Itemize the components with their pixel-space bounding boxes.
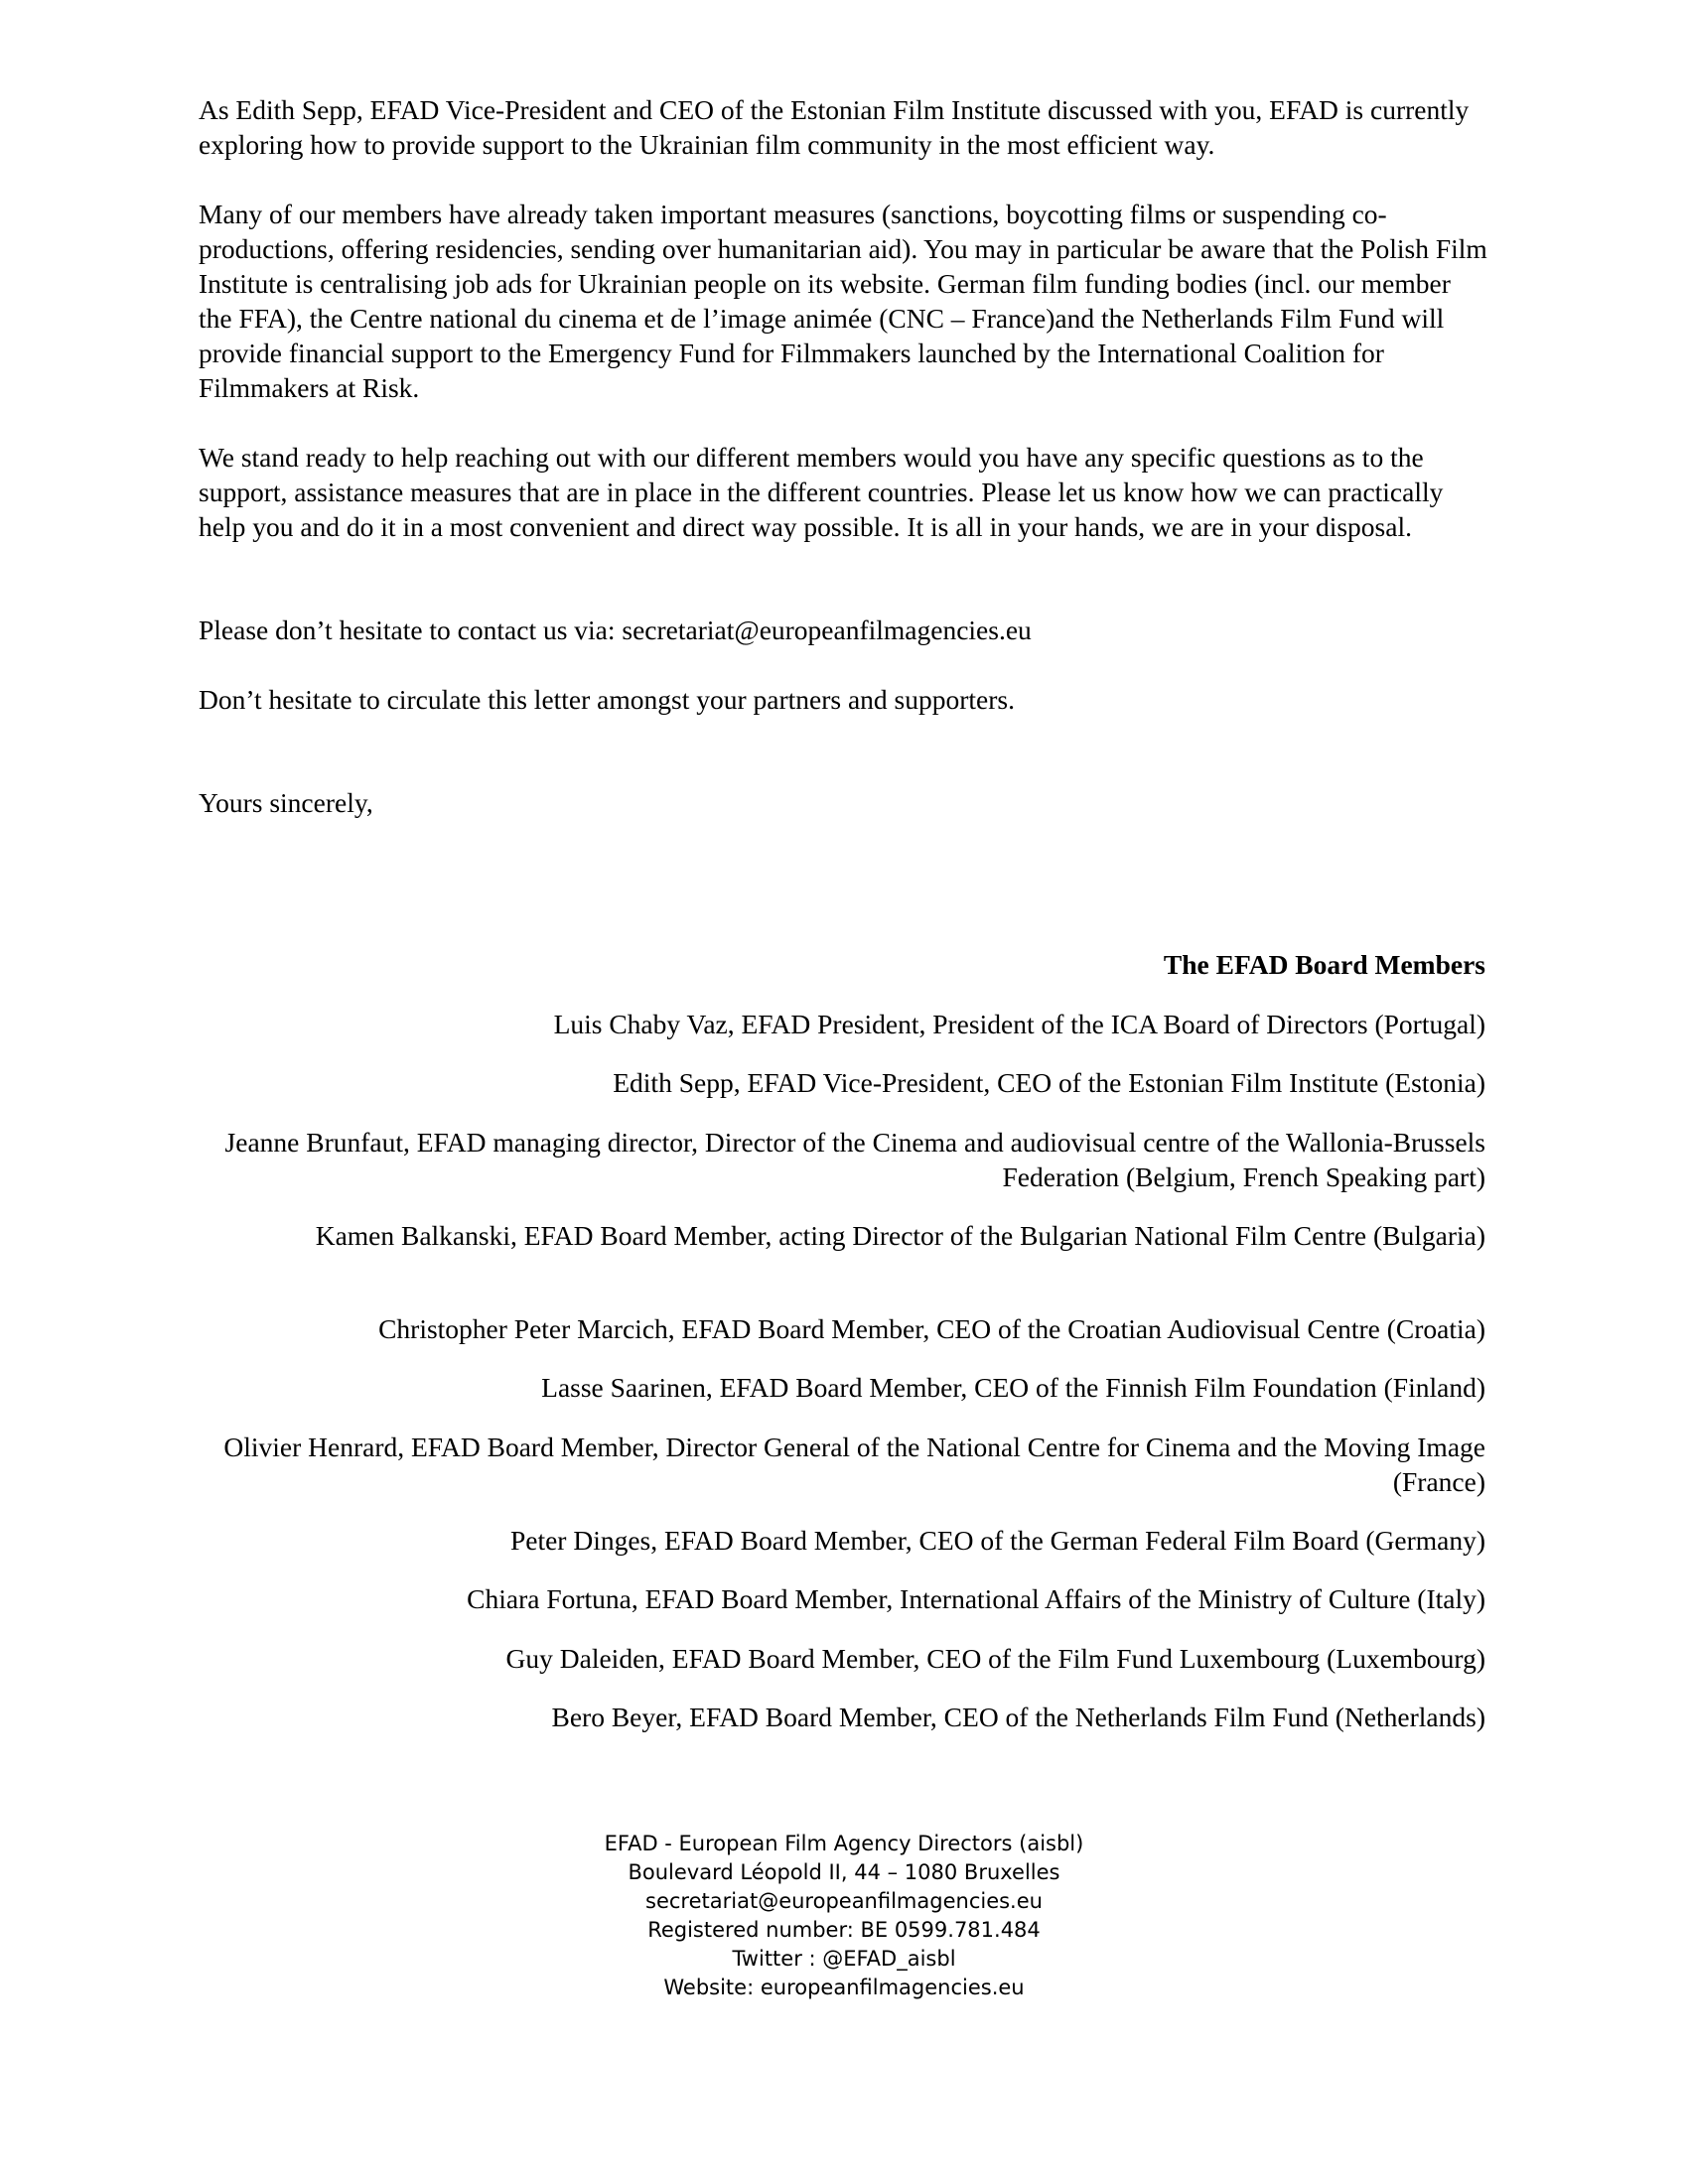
board-member: Bero Beyer, EFAD Board Member, CEO of the Netherlands Film Fund (Netherlands) (551, 1702, 1485, 1732)
paragraph-contact (199, 613, 1489, 647)
paragraph-text: We stand ready to help reaching out with our different members would you have any specific questions as to the support, assistance measures that are in place in the different countries. Please let us know how we can practically help you and do it in a most convenient and direct way possible. It is all in your hands, we are in your disposal. (199, 442, 1444, 542)
footer-email: secretariat@europeanfilmagencies.eu (645, 1889, 1043, 1913)
paragraph-ready-to-help (199, 440, 1489, 544)
board-member: Jeanne Brunfaut, EFAD managing director, Director of the Cinema and audiovisual centre of the Wallonia-Brussels Federation (Belgium, French Speaking part) (224, 1127, 1485, 1192)
paragraph-text: Don’t hesitate to circulate this letter amongst your partners and supporters. (199, 684, 1015, 715)
paragraph-text: As Edith Sepp, EFAD Vice-President and CEO of the Estonian Film Institute discussed with you, EFAD is currently exploring how to provide support to the Ukrainian film community in the most efficient way. (199, 94, 1470, 160)
paragraph-text: Please don’t hesitate to contact us via: secretariat@europeanfilmagencies.eu (199, 614, 1032, 645)
board-member: Christopher Peter Marcich, EFAD Board Member, CEO of the Croatian Audiovisual Centre (Croatia) (378, 1313, 1485, 1344)
paragraph-efad-support (199, 92, 1489, 162)
closing-salutation: Yours sincerely, (199, 787, 373, 818)
footer-address: Boulevard Léopold II, 44 – 1080 Bruxelles (628, 1860, 1060, 1884)
paragraph-member-measures (199, 197, 1489, 405)
footer-twitter: Twitter : @EFAD_aisbl (732, 1947, 956, 1971)
board-member: Guy Daleiden, EFAD Board Member, CEO of the Film Fund Luxembourg (Luxembourg) (505, 1643, 1485, 1674)
paragraph-circulate (199, 682, 1489, 717)
board-member: Chiara Fortuna, EFAD Board Member, International Affairs of the Ministry of Culture (Italy) (467, 1583, 1485, 1614)
board-heading: The EFAD Board Members (1163, 949, 1485, 980)
footer-website: Website: europeanfilmagencies.eu (663, 1976, 1025, 1999)
board-member: Olivier Henrard, EFAD Board Member, Director General of the National Centre for Cinema and the Moving Image (France) (223, 1432, 1485, 1497)
board-member: Peter Dinges, EFAD Board Member, CEO of the German Federal Film Board (Germany) (509, 1525, 1485, 1556)
footer-organisation: EFAD - European Film Agency Directors (aisbl) (604, 1832, 1084, 1855)
board-member: Edith Sepp, EFAD Vice-President, CEO of the Estonian Film Institute (Estonia) (613, 1067, 1485, 1098)
board-member: Lasse Saarinen, EFAD Board Member, CEO of the Finnish Film Foundation (Finland) (541, 1372, 1485, 1403)
paragraph-text: Many of our members have already taken important measures (sanctions, boycotting films or suspending co-productions, offering residencies, sending over humanitarian aid). You may in particular be aware that the Polish Film Institute is centralising job ads for Ukrainian people on its website. German film funding bodies (incl. our member the FFA), the Centre national du cinema et de l’image animée (CNC – France)and the Netherlands Film Fund will provide financial support to the Emergency Fund for Filmmakers launched by the International Coalition for Filmmakers at Risk. (199, 199, 1487, 403)
letterhead-footer (447, 1830, 1241, 2002)
board-member: Luis Chaby Vaz, EFAD President, President of the ICA Board of Directors (Portugal) (553, 1009, 1485, 1039)
footer-registered-number: Registered number: BE 0599.781.484 (647, 1918, 1041, 1942)
board-member: Kamen Balkanski, EFAD Board Member, acting Director of the Bulgarian National Film Centre (Bulgaria) (315, 1220, 1485, 1251)
